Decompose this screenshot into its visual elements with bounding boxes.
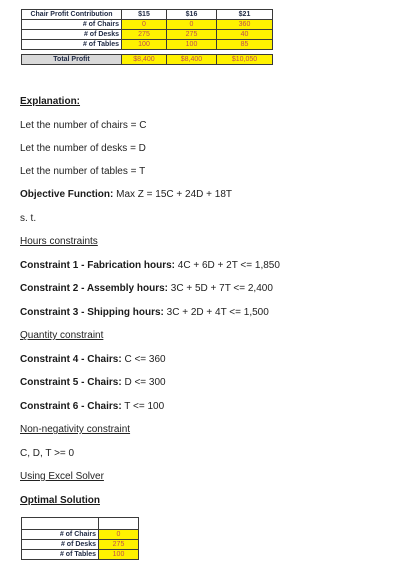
row-label: # of Desks (22, 30, 122, 40)
constraint-value: D <= 300 (121, 377, 166, 388)
table-cell: 85 (217, 40, 273, 50)
table-cell: 275 (99, 540, 139, 550)
total-label: Total Profit (22, 55, 122, 65)
table-row (22, 40, 273, 50)
constraint-6 (20, 400, 164, 413)
objective-label: Objective Function: (20, 189, 114, 200)
table-row (22, 30, 273, 40)
row-label: # of Chairs (22, 20, 122, 30)
table-header-cell: $15 (122, 10, 167, 20)
constraint-label: Constraint 2 - Assembly hours: (20, 283, 168, 294)
constraint-label: Constraint 4 - Chairs: (20, 354, 122, 365)
table-cell: 275 (122, 30, 167, 40)
total-row (22, 55, 273, 65)
optimal-solution-heading: Optimal Solution (20, 495, 100, 506)
constraint-value: 3C + 2D + 4T <= 1,500 (163, 307, 269, 318)
constraint-value: 4C + 6D + 2T <= 1,850 (175, 260, 280, 271)
table-cell: 360 (217, 20, 273, 30)
constraint-4 (20, 353, 166, 366)
variable-desks: Let the number of desks = D (20, 143, 146, 154)
hours-constraints-heading: Hours constraints (20, 236, 98, 247)
table-cell: 100 (99, 550, 139, 560)
total-cell: $8,400 (167, 55, 217, 65)
blank-cell (22, 518, 99, 530)
table-row (22, 550, 139, 560)
table-row (22, 530, 139, 540)
constraint-label: Constraint 3 - Shipping hours: (20, 307, 164, 318)
total-cell: $10,050 (217, 55, 273, 65)
profit-contribution-table (21, 9, 273, 65)
quantity-constraint-heading: Quantity constraint (20, 330, 104, 341)
constraint-label: Constraint 5 - Chairs: (20, 377, 122, 388)
constraint-value: 3C + 5D + 7T <= 2,400 (168, 283, 273, 294)
table-cell: 275 (167, 30, 217, 40)
subject-to: s. t. (20, 213, 37, 224)
constraint-label: Constraint 6 - Chairs: (20, 401, 122, 412)
non-negativity-heading: Non-negativity constraint (20, 424, 131, 435)
constraint-5 (20, 376, 166, 389)
objective-function (20, 188, 232, 201)
row-label: # of Chairs (22, 530, 99, 540)
table-cell: 100 (167, 40, 217, 50)
explanation-heading: Explanation: (20, 96, 81, 107)
objective-value: Max Z = 15C + 24D + 18T (113, 189, 233, 200)
constraint-value: T <= 100 (121, 401, 165, 412)
table-header-cell: $16 (167, 10, 217, 20)
variable-chairs: Let the number of chairs = C (20, 120, 147, 131)
optimal-solution-table (21, 517, 139, 560)
table-header-cell: Chair Profit Contribution (22, 10, 122, 20)
row-label: # of Desks (22, 540, 99, 550)
row-label: # of Tables (22, 550, 99, 560)
excel-solver-heading: Using Excel Solver (20, 471, 104, 482)
constraint-3 (20, 306, 269, 319)
table-header-row (22, 10, 273, 20)
blank-cell (99, 518, 139, 530)
table-row (22, 540, 139, 550)
table-cell: 40 (217, 30, 273, 40)
table-cell: 0 (122, 20, 167, 30)
constraint-value: C <= 360 (121, 354, 166, 365)
table-cell: 100 (122, 40, 167, 50)
table-cell: 0 (99, 530, 139, 540)
non-negativity-value: C, D, T >= 0 (20, 448, 75, 459)
constraint-label: Constraint 1 - Fabrication hours: (20, 260, 176, 271)
constraint-1 (20, 259, 280, 272)
table-header-row (22, 518, 139, 530)
total-cell: $8,400 (122, 55, 167, 65)
row-label: # of Tables (22, 40, 122, 50)
table-row (22, 20, 273, 30)
variable-tables: Let the number of tables = T (20, 166, 146, 177)
table-cell: 0 (167, 20, 217, 30)
constraint-2 (20, 282, 273, 295)
table-header-cell: $21 (217, 10, 273, 20)
